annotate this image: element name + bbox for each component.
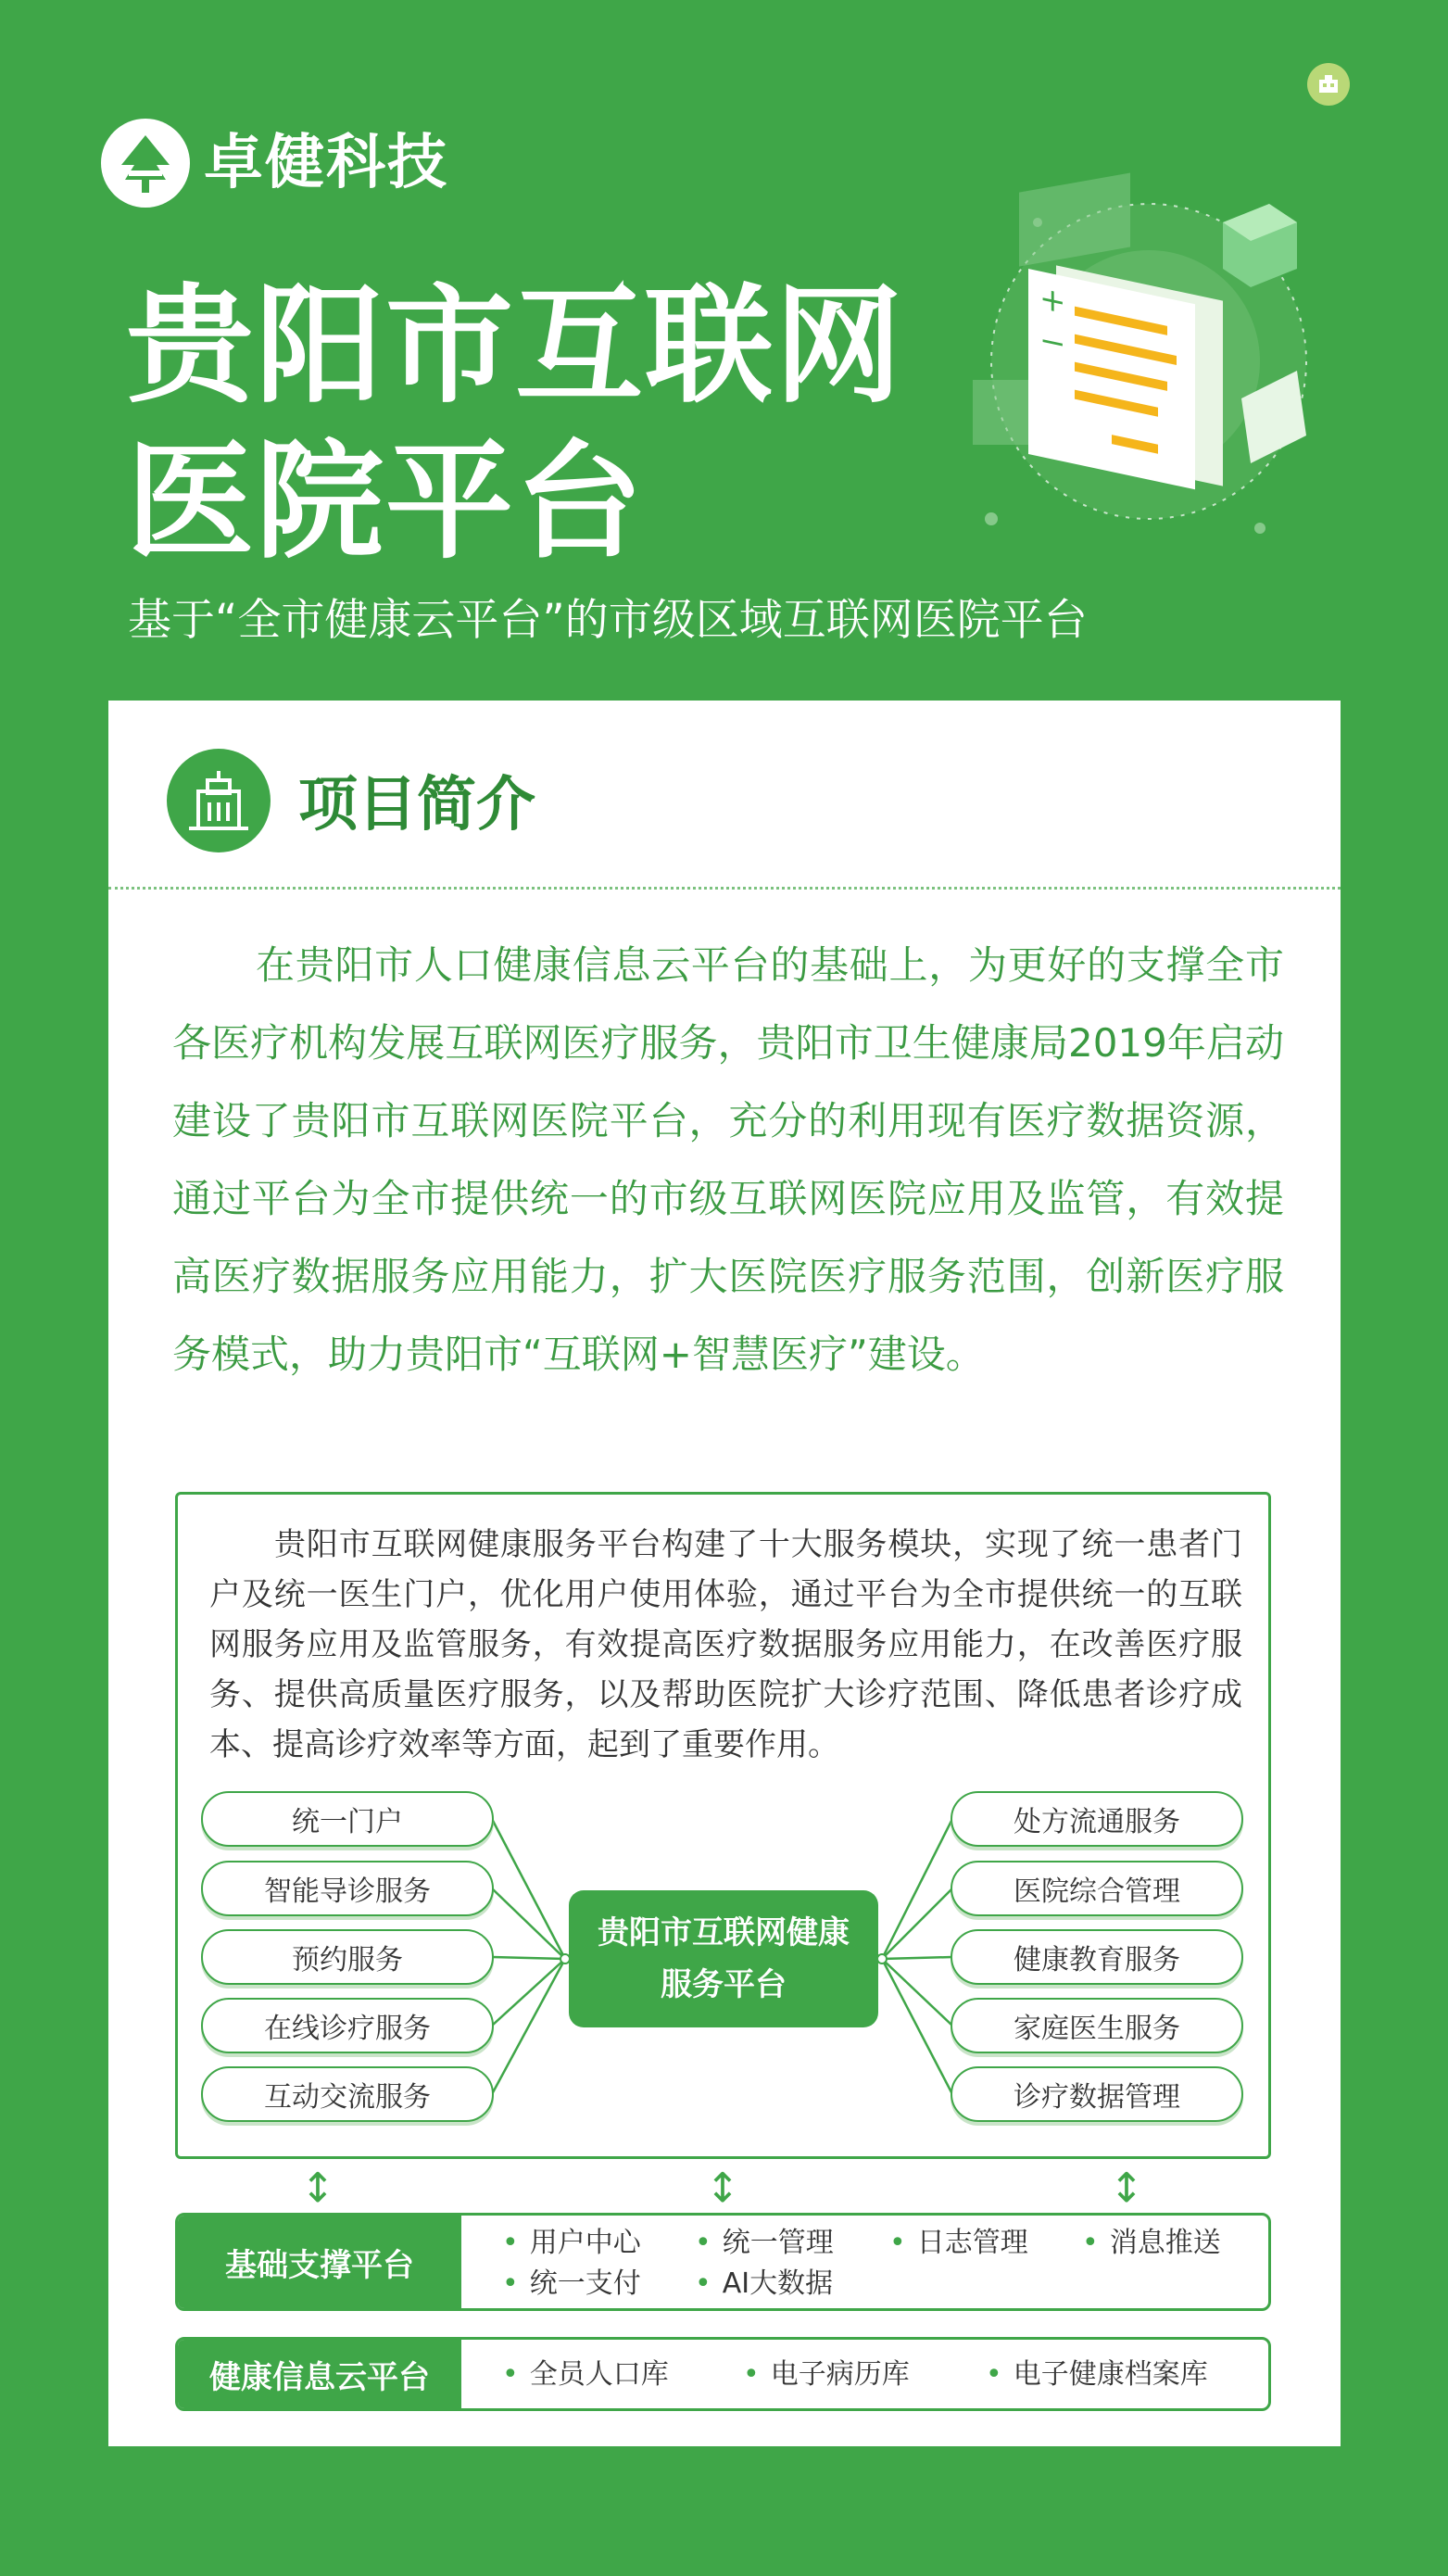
svg-text:+: + — [1039, 279, 1066, 322]
support-item: • 日志管理 — [889, 2225, 1028, 2262]
cloud-item: • 电子健康档案库 — [986, 2356, 1208, 2393]
module-pill-left: 统一门户 — [201, 1791, 494, 1847]
module-pill-right: 处方流通服务 — [951, 1791, 1243, 1847]
center-platform-line2: 服务平台 — [661, 1966, 787, 2003]
cloud-item: • 电子病历库 — [743, 2356, 910, 2393]
center-platform-line1: 贵阳市互联网健康 — [598, 1914, 850, 1951]
support-item: • 消息推送 — [1082, 2225, 1221, 2262]
support-item: • 用户中心 — [502, 2225, 641, 2262]
double-arrow-icon: ↕ — [300, 2165, 335, 2212]
cloud-platform-row — [175, 2337, 1271, 2411]
cloud-platform-label: 健康信息云平台 — [178, 2340, 461, 2408]
double-arrow-icon: ↕ — [705, 2165, 740, 2212]
section-title: 项目简介 — [298, 771, 535, 840]
cloud-item: • 全员人口库 — [502, 2356, 669, 2393]
double-arrow-icon: ↕ — [1109, 2165, 1144, 2212]
brand-name: 卓健科技 — [204, 129, 448, 197]
module-pill-right: 诊疗数据管理 — [951, 2066, 1243, 2122]
diagram-description: 贵阳市互联网健康服务平台构建了十大服务模块，实现了统一患者门户及统一医生门户，优化用户使用体验，通过平台为全市提供统一的互联网服务应用及监管服务，有效提高医疗数据服务应用能力，在改善医疗服务、提供高质量医疗服务，以及帮助医院扩大诊疗范围、降低患者诊疗成本、提高诊疗效率等方面，起到了重要作用。 — [209, 1526, 1242, 1763]
module-pill-right: 健康教育服务 — [951, 1929, 1243, 1985]
module-pill-left: 预约服务 — [201, 1929, 494, 1985]
support-item: • AI大数据 — [695, 2266, 833, 2303]
hero-subtitle: 基于“全市健康云平台”的市级区域互联网医院平台 — [128, 595, 1088, 646]
hero-title-line2: 医院平台 — [126, 427, 646, 576]
support-item: • 统一管理 — [695, 2225, 834, 2262]
intro-paragraph: 在贵阳市人口健康信息云平台的基础上，为更好的支撑全市各医疗机构发展互联网医疗服务，贵阳市卫生健康局2019年启动建设了贵阳市互联网医院平台，充分的利用现有医疗数据资源，通过平台为全市提供统一的市级互联网医院应用及监管，有效提高医疗数据服务应用能力，扩大医院医疗服务范围，创新医疗服务模式，助力贵阳市“互联网+智慧医疗”建设。 — [172, 942, 1284, 1377]
support-item: • 统一支付 — [502, 2266, 641, 2303]
support-platform-row — [175, 2213, 1271, 2311]
module-pill-right: 家庭医生服务 — [951, 1998, 1243, 2053]
module-pill-right: 医院综合管理 — [951, 1861, 1243, 1916]
module-pill-left: 互动交流服务 — [201, 2066, 494, 2122]
hero-title-line1: 贵阳市互联网 — [126, 271, 905, 421]
center-platform-box — [569, 1890, 878, 2027]
module-pill-left: 在线诊疗服务 — [201, 1998, 494, 2053]
svg-text:−: − — [1039, 321, 1066, 364]
support-platform-label: 基础支撑平台 — [178, 2216, 461, 2308]
module-pill-left: 智能导诊服务 — [201, 1861, 494, 1916]
